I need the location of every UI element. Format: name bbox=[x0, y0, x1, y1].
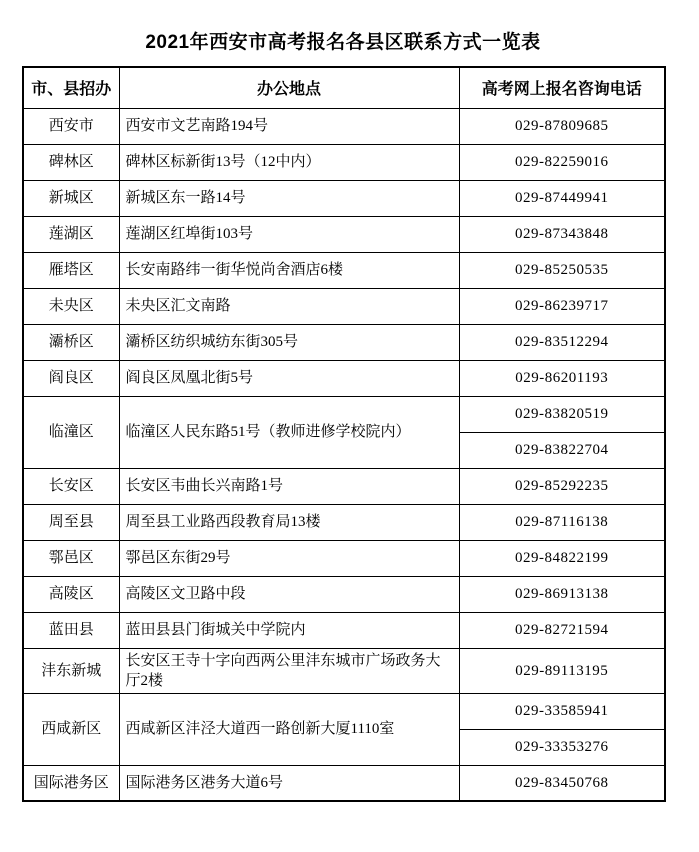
address-cell: 阎良区凤凰北街5号 bbox=[119, 360, 459, 396]
phone-cell: 029-87343848 bbox=[459, 216, 665, 252]
phone-cell: 029-82259016 bbox=[459, 144, 665, 180]
district-cell: 国际港务区 bbox=[23, 765, 119, 801]
table-row bbox=[23, 252, 665, 288]
district-cell: 雁塔区 bbox=[23, 252, 119, 288]
district-cell: 西安市 bbox=[23, 108, 119, 144]
table-row bbox=[23, 765, 665, 801]
address-cell: 蓝田县县门街城关中学院内 bbox=[119, 612, 459, 648]
district-cell: 西咸新区 bbox=[23, 693, 119, 765]
address-cell: 未央区汇文南路 bbox=[119, 288, 459, 324]
table-row bbox=[23, 576, 665, 612]
phone-cell: 029-83512294 bbox=[459, 324, 665, 360]
address-cell: 临潼区人民东路51号（教师进修学校院内） bbox=[119, 396, 459, 468]
table-row bbox=[23, 396, 665, 432]
district-cell: 灞桥区 bbox=[23, 324, 119, 360]
district-cell: 蓝田县 bbox=[23, 612, 119, 648]
phone-cell: 029-87116138 bbox=[459, 504, 665, 540]
phone-cell: 029-86913138 bbox=[459, 576, 665, 612]
phone-cell: 029-83822704 bbox=[459, 432, 665, 468]
table-row bbox=[23, 468, 665, 504]
page-title: 2021年西安市高考报名各县区联系方式一览表 bbox=[145, 32, 541, 53]
column-header: 办公地点 bbox=[119, 67, 459, 108]
column-header: 高考网上报名咨询电话 bbox=[459, 67, 665, 108]
address-cell: 长安区王寺十字向西两公里沣东城市广场政务大厅2楼 bbox=[119, 648, 459, 693]
district-cell: 临潼区 bbox=[23, 396, 119, 468]
district-cell: 鄠邑区 bbox=[23, 540, 119, 576]
table-body bbox=[23, 108, 665, 801]
table-row bbox=[23, 360, 665, 396]
table-row bbox=[23, 540, 665, 576]
phone-cell: 029-33353276 bbox=[459, 729, 665, 765]
district-cell: 高陵区 bbox=[23, 576, 119, 612]
table-row bbox=[23, 288, 665, 324]
table-row bbox=[23, 612, 665, 648]
district-cell: 未央区 bbox=[23, 288, 119, 324]
table-row bbox=[23, 144, 665, 180]
phone-cell: 029-82721594 bbox=[459, 612, 665, 648]
address-cell: 周至县工业路西段教育局13楼 bbox=[119, 504, 459, 540]
phone-cell: 029-85250535 bbox=[459, 252, 665, 288]
address-cell: 莲湖区红埠街103号 bbox=[119, 216, 459, 252]
address-cell: 西咸新区沣泾大道西一路创新大厦1110室 bbox=[119, 693, 459, 765]
district-cell: 长安区 bbox=[23, 468, 119, 504]
contact-table bbox=[22, 66, 666, 802]
phone-cell: 029-87809685 bbox=[459, 108, 665, 144]
address-cell: 高陵区文卫路中段 bbox=[119, 576, 459, 612]
address-cell: 新城区东一路14号 bbox=[119, 180, 459, 216]
district-cell: 新城区 bbox=[23, 180, 119, 216]
address-cell: 国际港务区港务大道6号 bbox=[119, 765, 459, 801]
phone-cell: 029-87449941 bbox=[459, 180, 665, 216]
address-cell: 长安区韦曲长兴南路1号 bbox=[119, 468, 459, 504]
phone-cell: 029-85292235 bbox=[459, 468, 665, 504]
table-row bbox=[23, 216, 665, 252]
district-cell: 周至县 bbox=[23, 504, 119, 540]
address-cell: 灞桥区纺织城纺东街305号 bbox=[119, 324, 459, 360]
address-cell: 西安市文艺南路194号 bbox=[119, 108, 459, 144]
district-cell: 阎良区 bbox=[23, 360, 119, 396]
phone-cell: 029-89113195 bbox=[459, 648, 665, 693]
table-row bbox=[23, 693, 665, 729]
district-cell: 碑林区 bbox=[23, 144, 119, 180]
table-row bbox=[23, 504, 665, 540]
phone-cell: 029-83450768 bbox=[459, 765, 665, 801]
address-cell: 鄠邑区东街29号 bbox=[119, 540, 459, 576]
address-cell: 长安南路纬一街华悦尚舍酒店6楼 bbox=[119, 252, 459, 288]
address-cell: 碑林区标新街13号（12中内） bbox=[119, 144, 459, 180]
table-row bbox=[23, 180, 665, 216]
district-cell: 莲湖区 bbox=[23, 216, 119, 252]
phone-cell: 029-86239717 bbox=[459, 288, 665, 324]
phone-cell: 029-84822199 bbox=[459, 540, 665, 576]
phone-cell: 029-33585941 bbox=[459, 693, 665, 729]
table-row bbox=[23, 648, 665, 693]
phone-cell: 029-83820519 bbox=[459, 396, 665, 432]
table-row bbox=[23, 108, 665, 144]
column-header: 市、县招办 bbox=[23, 67, 119, 108]
header-row bbox=[23, 67, 665, 108]
phone-cell: 029-86201193 bbox=[459, 360, 665, 396]
district-cell: 沣东新城 bbox=[23, 648, 119, 693]
table-row bbox=[23, 324, 665, 360]
